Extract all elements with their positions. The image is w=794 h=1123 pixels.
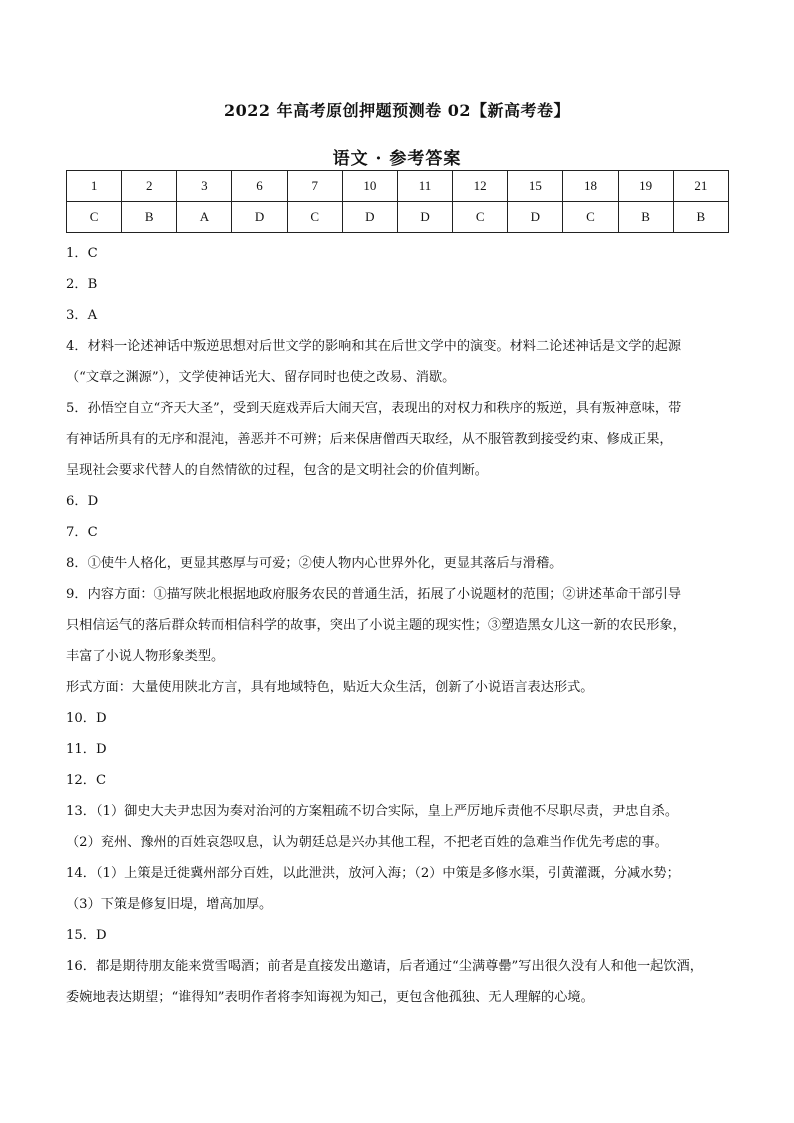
question-number-cell: 10	[342, 171, 397, 202]
answer-cell: B	[673, 202, 728, 233]
answer-cell: C	[67, 202, 122, 233]
answer-cell: D	[232, 202, 287, 233]
answer-cell: C	[287, 202, 342, 233]
answer-cell: D	[342, 202, 397, 233]
question-number-cell: 6	[232, 171, 287, 202]
question-number-cell: 19	[618, 171, 673, 202]
question-number-cell: 7	[287, 171, 342, 202]
answer-line: （3）下策是修复旧堤，增高加厚。	[66, 897, 273, 912]
answer-line: 形式方面：大量使用陕北方言，具有地域特色，贴近大众生活，创新了小说语言表达形式。	[66, 680, 594, 695]
answer-line: 3．A	[66, 308, 98, 323]
question-number-cell: 12	[453, 171, 508, 202]
page-subtitle: 语文 · 参考答案	[332, 149, 462, 169]
question-number-cell: 2	[122, 171, 177, 202]
answer-line: 2．B	[66, 277, 98, 292]
question-number-cell: 21	[673, 171, 728, 202]
answer-line: 有神话所具有的无序和混沌，善恶并不可辨；后来保唐僧西天取经，从不服管教到接受约束、修成正果，	[66, 432, 673, 447]
question-number-cell: 18	[563, 171, 618, 202]
question-number-cell: 3	[177, 171, 232, 202]
answer-line: 12．C	[66, 773, 107, 788]
answer-line: 10．D	[66, 711, 107, 726]
answer-line: 11．D	[66, 742, 107, 757]
answer-line: 5．孙悟空自立“齐天大圣”，受到天庭戏弄后大闹天宫，表现出的对权力和秩序的叛逆，具有叛神意味，带	[66, 401, 682, 416]
answer-line: 8．①使牛人格化，更显其憨厚与可爱；②使人物内心世界外化，更显其落后与滑稽。	[66, 556, 563, 571]
question-number-row	[67, 171, 729, 202]
answer-text-body	[66, 238, 736, 1013]
answer-cell: D	[508, 202, 563, 233]
answer-cell: C	[453, 202, 508, 233]
answer-line: 只相信运气的落后群众转而相信科学的故事，突出了小说主题的现实性；③塑造黑女儿这一新的农民形象，	[66, 618, 686, 633]
answer-cell: B	[618, 202, 673, 233]
answer-line: 9．内容方面：①描写陕北根据地政府服务农民的普通生活，拓展了小说题材的范围；②讲述革命干部引导	[66, 587, 682, 602]
answer-line: 丰富了小说人物形象类型。	[66, 649, 225, 664]
question-number-cell: 11	[397, 171, 452, 202]
answer-cell: C	[563, 202, 618, 233]
answer-line: 15．D	[66, 928, 107, 943]
question-number-cell: 15	[508, 171, 563, 202]
answer-line: 13．（1）御史大夫尹忠因为奏对治河的方案粗疏不切合实际，皇上严厉地斥责他不尽职尽责，尹忠自杀。	[66, 804, 679, 819]
answer-line: （“文章之渊源”），文学使神话光大、留存同时也使之改易、消歇。	[66, 370, 456, 385]
answer-line: 委婉地表达期望；“谁得知”表明作者将李知诲视为知己，更包含他孤独、无人理解的心境。	[66, 990, 594, 1005]
answer-line: 1．C	[66, 246, 98, 261]
answer-cell: A	[177, 202, 232, 233]
answer-cell: D	[397, 202, 452, 233]
answer-table	[66, 170, 729, 233]
answer-line: 6．D	[66, 494, 99, 509]
answer-line: 14．（1）上策是迁徙冀州部分百姓，以此泄洪，放河入海；（2）中策是多修水渠，引黄灌溉，分减水势；	[66, 866, 680, 881]
answer-line: （2）兖州、豫州的百姓哀怨叹息，认为朝廷总是兴办其他工程，不把老百姓的急难当作优先考虑的事。	[66, 835, 668, 850]
page-title: 2022 年高考原创押题预测卷 02【新高考卷】	[224, 101, 570, 120]
answer-line: 4．材料一论述神话中叛逆思想对后世文学的影响和其在后世文学中的演变。材料二论述神话是文学的起源	[66, 339, 682, 354]
answer-cell: B	[122, 202, 177, 233]
answer-line: 16．都是期待朋友能来赏雪喝酒；前者是直接发出邀请，后者通过“尘满尊罍”写出很久没有人和他一起饮酒，	[66, 959, 703, 974]
answer-line: 7．C	[66, 525, 98, 540]
question-number-cell: 1	[67, 171, 122, 202]
answer-line: 呈现社会要求代替人的自然情欲的过程，包含的是文明社会的价值判断。	[66, 463, 488, 478]
answer-row	[67, 202, 729, 233]
